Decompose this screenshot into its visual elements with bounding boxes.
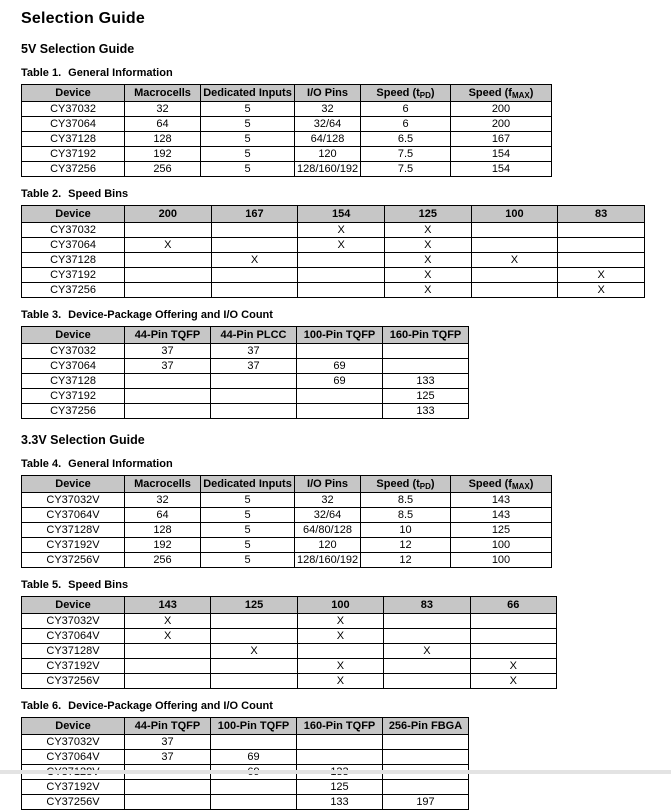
table-cell xyxy=(383,750,469,765)
device-cell: CY37064 xyxy=(22,238,125,253)
table-cell xyxy=(471,283,558,298)
table-cell: 6 xyxy=(361,102,451,117)
table-cell xyxy=(211,238,298,253)
table-header-row xyxy=(22,476,552,493)
device-cell: CY37256 xyxy=(22,162,125,177)
device-cell: CY37192V xyxy=(22,780,125,795)
table-cell xyxy=(125,374,211,389)
table-row xyxy=(22,493,552,508)
table-row xyxy=(22,147,552,162)
table-cell: 5 xyxy=(201,538,295,553)
device-cell: CY37128 xyxy=(22,132,125,147)
table-row xyxy=(22,344,469,359)
table-cell: 5 xyxy=(201,102,295,117)
table-4-general-information xyxy=(21,475,552,568)
table-row xyxy=(22,223,645,238)
table-caption-title: Device-Package Offering and I/O Count xyxy=(68,700,273,712)
table-cell: 125 xyxy=(297,780,383,795)
table-cell xyxy=(211,404,297,419)
table-cell: 37 xyxy=(125,735,211,750)
table-cell: 167 xyxy=(451,132,552,147)
table-cell: 256 xyxy=(125,553,201,568)
table-cell xyxy=(470,629,556,644)
table-cell: 125 xyxy=(451,523,552,538)
column-header: Macrocells xyxy=(125,85,201,102)
device-cell: CY37032V xyxy=(22,493,125,508)
table5-caption xyxy=(21,579,671,591)
table-cell: 37 xyxy=(125,359,211,374)
table-cell: X xyxy=(470,674,556,689)
table-cell: 5 xyxy=(201,162,295,177)
table-cell: 192 xyxy=(125,147,201,162)
table-row xyxy=(22,508,552,523)
table-cell xyxy=(384,659,470,674)
table-cell: X xyxy=(470,659,556,674)
table-cell: X xyxy=(125,238,212,253)
section-5v xyxy=(21,42,671,419)
table-cell xyxy=(471,223,558,238)
device-cell: CY37032 xyxy=(22,344,125,359)
table-cell: 8.5 xyxy=(361,493,451,508)
device-cell: CY37032 xyxy=(22,223,125,238)
table-cell xyxy=(558,223,645,238)
table-cell: X xyxy=(558,268,645,283)
page-bottom-edge xyxy=(0,770,671,774)
table-caption-number: Table 4. xyxy=(21,458,62,470)
column-header: 83 xyxy=(384,597,470,614)
table-cell: 128/160/192 xyxy=(295,553,361,568)
column-header: Speed $(t_{PD})$ xyxy=(361,476,451,493)
table-cell: X xyxy=(297,614,383,629)
table-cell xyxy=(383,344,469,359)
table-row xyxy=(22,750,469,765)
table-caption-number: Table 2. xyxy=(21,188,62,200)
table-row xyxy=(22,644,557,659)
section-heading-5v: 5V Selection Guide xyxy=(21,42,135,56)
table-caption-title: Device-Package Offering and I/O Count xyxy=(68,309,273,321)
column-header: 200 xyxy=(125,206,212,223)
column-header: 83 xyxy=(558,206,645,223)
table-header-row xyxy=(22,327,469,344)
subscript-text: PD xyxy=(419,90,431,100)
table-row xyxy=(22,162,552,177)
table-cell xyxy=(383,359,469,374)
table-cell xyxy=(470,644,556,659)
table-1-general-information xyxy=(21,84,552,177)
table-cell: 6 xyxy=(361,117,451,132)
table-cell: X xyxy=(384,253,471,268)
table-cell xyxy=(125,674,211,689)
table-row xyxy=(22,553,552,568)
device-cell: CY37032 xyxy=(22,102,125,117)
table-cell: 32 xyxy=(125,493,201,508)
column-header: 160-Pin TQFP xyxy=(297,718,383,735)
table-cell: 125 xyxy=(383,389,469,404)
table-cell: 6.5 xyxy=(361,132,451,147)
table-cell xyxy=(125,795,211,810)
table-row xyxy=(22,404,469,419)
table2-caption xyxy=(21,188,671,200)
table-cell: 64/128 xyxy=(295,132,361,147)
section-3-3v xyxy=(21,433,671,810)
table-5-speed-bins xyxy=(21,596,557,689)
column-header: Dedicated Inputs xyxy=(201,476,295,493)
table-cell: 5 xyxy=(201,553,295,568)
column-header: 125 xyxy=(384,206,471,223)
table-cell xyxy=(384,674,470,689)
column-header: 66 xyxy=(470,597,556,614)
column-header: 160-Pin TQFP xyxy=(383,327,469,344)
table-row xyxy=(22,735,469,750)
table-cell: 200 xyxy=(451,117,552,132)
table-cell: X xyxy=(297,674,383,689)
table-cell: 32/64 xyxy=(295,508,361,523)
table-cell: 5 xyxy=(201,508,295,523)
table-header-row xyxy=(22,718,469,735)
table-cell: 128 xyxy=(125,132,201,147)
table-cell xyxy=(297,644,383,659)
table-cell xyxy=(211,735,297,750)
table-cell xyxy=(125,283,212,298)
table-cell xyxy=(211,659,297,674)
table-cell: 32 xyxy=(125,102,201,117)
subscript-text: MAX xyxy=(511,90,530,100)
column-header: 100-Pin TQFP xyxy=(297,327,383,344)
table-caption-title: Speed Bins xyxy=(68,579,129,591)
column-header: Dedicated Inputs xyxy=(201,85,295,102)
table-cell: 12 xyxy=(361,553,451,568)
column-header: Speed $(f_{MAX})$ xyxy=(451,85,552,102)
device-cell: CY37032V xyxy=(22,614,125,629)
table-cell: X xyxy=(298,223,385,238)
table-cell xyxy=(125,253,212,268)
table-cell xyxy=(211,614,297,629)
table-cell xyxy=(211,780,297,795)
table-cell xyxy=(558,238,645,253)
table-cell: 120 xyxy=(295,147,361,162)
table-cell xyxy=(125,223,212,238)
column-header: Macrocells xyxy=(125,476,201,493)
table-caption-number: Table 1. xyxy=(21,67,62,79)
table-cell: X xyxy=(297,659,383,674)
table-cell xyxy=(558,253,645,268)
column-header: Device xyxy=(22,206,125,223)
table-cell xyxy=(125,389,211,404)
column-header: 143 xyxy=(125,597,211,614)
table1-caption xyxy=(21,67,671,79)
column-header: 44-Pin TQFP xyxy=(125,718,211,735)
table-cell: 5 xyxy=(201,132,295,147)
column-header: 167 xyxy=(211,206,298,223)
table-row xyxy=(22,238,645,253)
table-cell xyxy=(471,268,558,283)
device-cell: CY37064V xyxy=(22,750,125,765)
table-row xyxy=(22,629,557,644)
column-header: 100-Pin TQFP xyxy=(211,718,297,735)
table-cell: 133 xyxy=(383,374,469,389)
table-row xyxy=(22,117,552,132)
column-header: Device xyxy=(22,476,125,493)
column-header: I/O Pins xyxy=(295,476,361,493)
column-header: Device xyxy=(22,718,125,735)
table-3-device-package-offering xyxy=(21,326,469,419)
table-cell xyxy=(470,614,556,629)
section-heading-3-3v: 3.3V Selection Guide xyxy=(21,433,145,447)
table-cell xyxy=(384,629,470,644)
table-cell: 128/160/192 xyxy=(295,162,361,177)
table-row xyxy=(22,132,552,147)
device-cell: CY37128V xyxy=(22,523,125,538)
table-cell xyxy=(298,283,385,298)
table-cell: 5 xyxy=(201,493,295,508)
table-cell: 133 xyxy=(297,795,383,810)
device-cell: CY37032V xyxy=(22,735,125,750)
table-cell: 32/64 xyxy=(295,117,361,132)
device-cell: CY37064V xyxy=(22,629,125,644)
table-cell: 143 xyxy=(451,508,552,523)
table-row xyxy=(22,253,645,268)
table-row xyxy=(22,674,557,689)
table-cell xyxy=(384,614,470,629)
column-header: Device xyxy=(22,327,125,344)
table-cell: 37 xyxy=(125,344,211,359)
table-cell: 64 xyxy=(125,117,201,132)
table-row xyxy=(22,523,552,538)
table-6-device-package-offering xyxy=(21,717,469,810)
table-row xyxy=(22,780,469,795)
table-cell: 64/80/128 xyxy=(295,523,361,538)
table-cell xyxy=(298,253,385,268)
table-cell: 256 xyxy=(125,162,201,177)
table-caption-number: Table 6. xyxy=(21,700,62,712)
table-cell: X xyxy=(384,223,471,238)
table-cell: 69 xyxy=(297,374,383,389)
table-cell: 120 xyxy=(295,538,361,553)
table-cell xyxy=(211,223,298,238)
table-row xyxy=(22,374,469,389)
table-cell: 154 xyxy=(451,147,552,162)
table-cell: 143 xyxy=(451,493,552,508)
column-header: 100 xyxy=(471,206,558,223)
table-cell: 10 xyxy=(361,523,451,538)
table-cell: 37 xyxy=(211,359,297,374)
table-cell xyxy=(211,795,297,810)
device-cell: CY37256V xyxy=(22,674,125,689)
table-row xyxy=(22,614,557,629)
table-cell: X xyxy=(211,253,298,268)
table-row xyxy=(22,659,557,674)
column-header: 44-Pin PLCC xyxy=(211,327,297,344)
table-row xyxy=(22,538,552,553)
subscript-text: PD xyxy=(419,481,431,491)
table-cell: 100 xyxy=(451,538,552,553)
device-cell: CY37256V xyxy=(22,795,125,810)
table-cell: 64 xyxy=(125,508,201,523)
table-cell: 7.5 xyxy=(361,162,451,177)
page-title: Selection Guide xyxy=(21,10,145,27)
table-cell: 154 xyxy=(451,162,552,177)
table-cell: X xyxy=(211,644,297,659)
device-cell: CY37256 xyxy=(22,283,125,298)
device-cell: CY37192V xyxy=(22,538,125,553)
device-cell: CY37064 xyxy=(22,117,125,132)
device-cell: CY37064V xyxy=(22,508,125,523)
column-header: 100 xyxy=(297,597,383,614)
column-header: 44-Pin TQFP xyxy=(125,327,211,344)
device-cell: CY37256 xyxy=(22,404,125,419)
table-cell xyxy=(297,735,383,750)
table-cell: 5 xyxy=(201,523,295,538)
table-2-speed-bins xyxy=(21,205,645,298)
device-cell: CY37192V xyxy=(22,659,125,674)
table-cell: 8.5 xyxy=(361,508,451,523)
table-cell xyxy=(298,268,385,283)
table-cell: X xyxy=(558,283,645,298)
table-caption-number: Table 3. xyxy=(21,309,62,321)
table-cell xyxy=(297,404,383,419)
table-cell xyxy=(211,283,298,298)
subscript-text: MAX xyxy=(511,481,530,491)
column-header: 256-Pin FBGA xyxy=(383,718,469,735)
table-cell xyxy=(125,659,211,674)
table-cell xyxy=(471,238,558,253)
column-header: 125 xyxy=(211,597,297,614)
column-header: I/O Pins xyxy=(295,85,361,102)
table-cell xyxy=(297,344,383,359)
device-cell: CY37192 xyxy=(22,268,125,283)
table-cell xyxy=(383,735,469,750)
column-header: 154 xyxy=(298,206,385,223)
table-cell: X xyxy=(384,283,471,298)
table-cell: 12 xyxy=(361,538,451,553)
table-cell: 197 xyxy=(383,795,469,810)
table-cell xyxy=(125,404,211,419)
table-header-row xyxy=(22,85,552,102)
table-cell: 7.5 xyxy=(361,147,451,162)
table-cell: 133 xyxy=(383,404,469,419)
table-cell: 5 xyxy=(201,147,295,162)
table-row xyxy=(22,283,645,298)
table-cell: 200 xyxy=(451,102,552,117)
table-cell: 128 xyxy=(125,523,201,538)
table-cell: X xyxy=(297,629,383,644)
table-cell: X xyxy=(125,629,211,644)
table-cell: 69 xyxy=(211,750,297,765)
table-cell xyxy=(383,780,469,795)
device-cell: CY37128 xyxy=(22,374,125,389)
table-cell: 5 xyxy=(201,117,295,132)
table-cell: 32 xyxy=(295,493,361,508)
device-cell: CY37256V xyxy=(22,553,125,568)
table-cell: X xyxy=(125,614,211,629)
table-row xyxy=(22,795,469,810)
table-row xyxy=(22,389,469,404)
table-cell xyxy=(211,374,297,389)
table-row xyxy=(22,268,645,283)
table-header-row xyxy=(22,206,645,223)
table-cell: X xyxy=(384,644,470,659)
table-cell xyxy=(297,750,383,765)
table-cell: 100 xyxy=(451,553,552,568)
table-cell xyxy=(125,644,211,659)
table-caption-title: Speed Bins xyxy=(68,188,129,200)
table-cell xyxy=(211,629,297,644)
table-row xyxy=(22,359,469,374)
column-header: Device xyxy=(22,597,125,614)
column-header: Speed $(f_{MAX})$ xyxy=(451,476,552,493)
table-cell: X xyxy=(384,238,471,253)
device-cell: CY37128V xyxy=(22,644,125,659)
column-header: Speed $(t_{PD})$ xyxy=(361,85,451,102)
table6-caption xyxy=(21,700,671,712)
table-cell xyxy=(297,389,383,404)
table-cell xyxy=(211,268,298,283)
table-cell: X xyxy=(298,238,385,253)
table-cell xyxy=(211,674,297,689)
table-row xyxy=(22,102,552,117)
table-cell: 32 xyxy=(295,102,361,117)
table-cell: 37 xyxy=(211,344,297,359)
table4-caption xyxy=(21,458,671,470)
table-cell xyxy=(125,268,212,283)
table-cell xyxy=(125,780,211,795)
table-cell: 192 xyxy=(125,538,201,553)
table-caption-number: Table 5. xyxy=(21,579,62,591)
table-caption-title: General Information xyxy=(68,458,173,470)
device-cell: CY37128 xyxy=(22,253,125,268)
table-cell: 69 xyxy=(297,359,383,374)
device-cell: CY37192 xyxy=(22,389,125,404)
table-cell xyxy=(211,389,297,404)
device-cell: CY37064 xyxy=(22,359,125,374)
table-caption-title: General Information xyxy=(68,67,173,79)
device-cell: CY37192 xyxy=(22,147,125,162)
table3-caption xyxy=(21,309,671,321)
table-cell: 37 xyxy=(125,750,211,765)
column-header: Device xyxy=(22,85,125,102)
table-header-row xyxy=(22,597,557,614)
table-cell: X xyxy=(384,268,471,283)
table-cell: X xyxy=(471,253,558,268)
